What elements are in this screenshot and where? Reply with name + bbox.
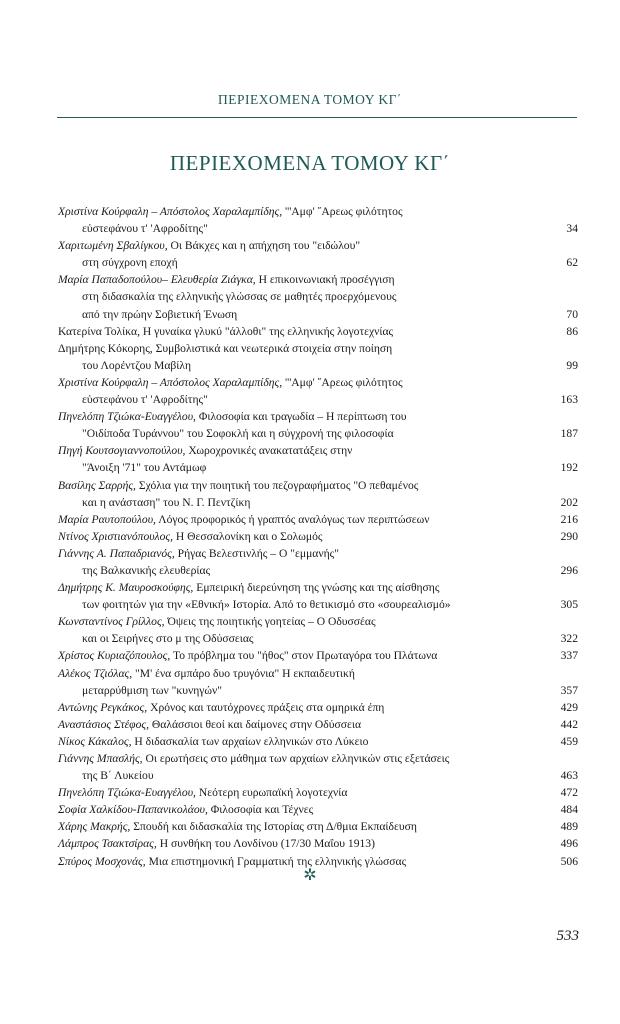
toc-entry-line — [58, 494, 578, 511]
toc-entry-line — [58, 528, 578, 545]
toc-entry-line — [58, 818, 578, 835]
toc-title-text: της Βαλκανικής ελευθερίας — [82, 563, 211, 577]
toc-entry-line — [58, 391, 578, 408]
toc-title-text: εὐστεφάνου τ' 'Αφροδίτης" — [82, 222, 208, 236]
toc-title-text: Κατερίνα Τολίκα, Η γυναίκα γλυκύ "άλλοθι" της ελληνικής λογοτεχνίας — [58, 324, 394, 338]
toc-entry-line — [58, 425, 578, 442]
toc-title-text: στη διδασκαλία της ελληνικής γλώσσας σε μαθητές προερχόμενους — [82, 290, 397, 304]
toc-author: Ντίνος Χριστιανόπουλος, — [58, 529, 173, 543]
toc-entry-line — [58, 699, 578, 716]
toc-author: Γιάννης Α. Παπαδριανός, — [58, 546, 175, 560]
toc-page-number: 489 — [560, 820, 578, 834]
toc-author: Πηνελόπη Τζιώκα-Ευαγγέλου, — [58, 786, 196, 800]
toc-entry — [58, 545, 578, 579]
running-head: ΠΕΡΙΕΧΟΜΕΝΑ ΤΟΜΟΥ ΚΓ΄ — [218, 92, 402, 107]
toc-page-number: 337 — [560, 649, 578, 663]
toc-title-text: Η συνθήκη του Λονδίνου (17/30 Μαΐου 1913) — [159, 837, 375, 851]
toc-entry-line — [58, 340, 578, 357]
toc-page-number: 322 — [560, 632, 578, 646]
toc-author: Γιάννης Μπασλής, — [58, 752, 143, 765]
toc-title-text: Το πρόβλημα του "ήθος" στον Πρωταγόρα του Πλάτωνα — [172, 649, 438, 663]
toc-page-number: 506 — [560, 854, 578, 868]
toc-author: Σοφία Χαλκίδου-Παπανικολάου, — [58, 803, 208, 817]
toc-entry-line — [58, 579, 578, 596]
toc-page-number: 496 — [560, 837, 578, 851]
toc-title-text: των φοιτητών για την «Εθνική» Ιστορία. Από το θετικισμό στο «σουρεαλισμό» — [82, 598, 451, 612]
page-title: ΠΕΡΙΕΧΟΜΕΝΑ ΤΟΜΟΥ ΚΓ΄ — [169, 151, 451, 175]
ornament-icon: ✲ — [303, 867, 317, 884]
toc-title-text: Νεότερη ευρωπαϊκή λογοτεχνία — [198, 786, 348, 800]
table-of-contents — [58, 203, 578, 870]
toc-title-text: εὐστεφάνου τ' 'Αφροδίτης" — [82, 393, 208, 407]
toc-author: Χρίστος Κυριαζόπουλος, — [58, 649, 171, 663]
toc-entry-line — [58, 323, 578, 340]
toc-entry — [58, 408, 578, 442]
toc-page-number: 442 — [560, 717, 578, 731]
toc-title-text: Οι ερωτήσεις στο μάθημα των αρχαίων ελληνικών στις εξετάσεις — [145, 752, 450, 765]
toc-entry — [58, 203, 578, 237]
toc-title-text: Η Θεσσαλονίκη και ο Σολωμός — [175, 529, 323, 543]
toc-title-text: και η ανάσταση" του Ν. Γ. Πεντζίκη — [82, 495, 251, 509]
toc-entry-line — [58, 203, 578, 220]
toc-author: Πηγή Κουτσογιαννοπούλου, — [58, 444, 186, 458]
toc-entry-line — [58, 750, 578, 767]
toc-entry-line — [58, 613, 578, 630]
toc-entry-line — [58, 801, 578, 818]
toc-entry — [58, 323, 578, 340]
toc-title-text: '''Αμφ' ῎Αρεως φιλότητος — [285, 375, 403, 389]
toc-entry — [58, 340, 578, 374]
toc-author: Βασίλης Σαρρής, — [58, 478, 136, 492]
toc-page-number: 192 — [560, 461, 578, 475]
toc-page-number: 290 — [560, 529, 578, 543]
toc-entry — [58, 613, 578, 647]
toc-entry-line — [58, 630, 578, 647]
toc-entry — [58, 511, 578, 528]
toc-title-text: '''Αμφ' ῎Αρεως φιλότητος — [285, 205, 403, 218]
toc-entry-line — [58, 682, 578, 699]
toc-entry-line — [58, 271, 578, 288]
toc-page-number: 484 — [560, 803, 578, 817]
toc-title-text: της Β΄ Λυκείου — [82, 769, 154, 783]
toc-page-number: 472 — [560, 786, 578, 800]
toc-author: Αναστάσιος Στέφος, — [58, 717, 149, 731]
toc-title-text: Εμπειρική διερεύνηση της γνώσης και της αίσθησης — [196, 581, 440, 595]
toc-title-text: Λόγος προφορικός ή γραπτός αναλόγως των περιπτώσεων — [158, 512, 430, 526]
toc-entry — [58, 579, 578, 613]
toc-title-text: "Μ' ένα σμπάρο δυο τρυγόνια" Η εκπαιδευτική — [135, 666, 355, 680]
toc-title-text: Θαλάσσιοι θεοί και δαίμονες στην Οδύσσεια — [151, 717, 362, 731]
page-number: 533 — [556, 928, 579, 944]
toc-entry-line — [58, 784, 578, 801]
toc-title-text: Σχόλια για την ποιητική του πεζογραφήματος "Ο πεθαμένος — [138, 478, 419, 492]
toc-title-text: Η επικοινωνιακή προσέγγιση — [258, 273, 395, 287]
toc-entry — [58, 374, 578, 408]
toc-page-number: 459 — [560, 734, 578, 748]
toc-title-text: Δημήτρης Κόκορης, Συμβολιστικά και νεωτερικά στοιχεία στην ποίηση — [58, 341, 393, 355]
toc-entry-line — [58, 767, 578, 784]
toc-entry-line — [58, 442, 578, 459]
toc-entry-line — [58, 254, 578, 271]
toc-entry — [58, 784, 578, 801]
toc-title-text: "Οιδίποδα Τυράννου" του Σοφοκλή και η σύγχρονή της φιλοσοφία — [82, 427, 394, 441]
toc-entry — [58, 750, 578, 784]
toc-page-number: 70 — [566, 307, 578, 321]
toc-title-text: "Άνοιξη '71" του Αντάμωφ — [82, 461, 207, 475]
toc-entry — [58, 528, 578, 545]
toc-title-text: και οι Σειρήνες στο μ της Οδύσσειας — [82, 632, 254, 646]
toc-author: Νίκος Κάκαλος, — [58, 734, 132, 748]
toc-entry-line — [58, 459, 578, 476]
toc-entry-line — [58, 306, 578, 323]
toc-entry-line — [58, 647, 578, 664]
toc-title-text: Η διδασκαλία των αρχαίων ελληνικών στο Λύκειο — [134, 734, 369, 748]
toc-entry-line — [58, 408, 578, 425]
toc-title-text: Χρόνος και ταυτόχρονες πράξεις στα ομηρικά έπη — [150, 700, 385, 714]
toc-title-text: Οι Βάκχες και η απήχηση του "ειδώλου" — [170, 239, 361, 253]
toc-page-number: 187 — [560, 427, 578, 441]
toc-entry — [58, 442, 578, 476]
toc-title-text: του Λορέντζου Μαβίλη — [82, 358, 192, 372]
toc-entry — [58, 699, 578, 716]
toc-title-text: στη σύγχρονη εποχή — [82, 256, 178, 270]
toc-entry-line — [58, 562, 578, 579]
toc-author: Μαρία Ραυτοπούλου, — [58, 512, 156, 526]
toc-entry — [58, 716, 578, 733]
toc-page-number: 202 — [560, 495, 578, 509]
toc-page-number: 34 — [566, 222, 578, 236]
toc-page-number: 357 — [560, 683, 578, 697]
toc-title-text: Χωροχρονικές ανακατατάξεις στην — [188, 444, 353, 458]
toc-entry — [58, 835, 578, 852]
toc-page-number: 296 — [560, 563, 578, 577]
toc-author: Χαριτωμένη Σβαλίγκου, — [58, 239, 168, 253]
toc-entry — [58, 237, 578, 271]
toc-author: Χριστίνα Κούρφαλη – Απόστολος Χαραλαμπίδης, — [58, 205, 283, 218]
toc-title-text: Όψεις της ποιητικής γοητείας – Ο Οδυσσέας — [167, 615, 376, 629]
toc-entry-line — [58, 357, 578, 374]
toc-entry — [58, 818, 578, 835]
toc-author: Χάρης Μακρής, — [58, 820, 131, 834]
toc-entry-line — [58, 374, 578, 391]
toc-entry-line — [58, 288, 578, 305]
toc-entry-line — [58, 237, 578, 254]
toc-entry-line — [58, 220, 578, 237]
toc-entry — [58, 647, 578, 664]
toc-entry — [58, 801, 578, 818]
toc-entry-line — [58, 733, 578, 750]
toc-entry — [58, 665, 578, 699]
toc-author: Πηνελόπη Τζιώκα-Ευαγγέλου, — [58, 410, 196, 424]
toc-author: Χριστίνα Κούρφαλη – Απόστολος Χαραλαμπίδης, — [58, 375, 283, 389]
toc-title-text: Φιλοσοφία και Τέχνες — [210, 803, 314, 817]
toc-author: Λάμπρος Τσακτσίρας, — [58, 837, 157, 851]
toc-page-number: 463 — [560, 769, 578, 783]
toc-author: Δημήτρης Κ. Μαυροσκούφης, — [58, 581, 194, 595]
toc-page-number: 86 — [566, 324, 578, 338]
toc-author: Αλέκος Τζιόλας, — [58, 666, 133, 680]
toc-author: Κωνσταντίνος Γρίλλος, — [58, 615, 165, 629]
toc-page-number: 305 — [560, 598, 578, 612]
toc-page-number: 99 — [566, 358, 578, 372]
toc-entry-line — [58, 596, 578, 613]
toc-entry — [58, 477, 578, 511]
toc-entry-line — [58, 511, 578, 528]
toc-entry — [58, 733, 578, 750]
toc-entry-line — [58, 716, 578, 733]
toc-title-text: Ρήγας Βελεστινλής – Ο "εμμανής" — [177, 546, 339, 560]
toc-title-text: Φιλοσοφία και τραγωδία – Η περίπτωση του — [198, 410, 407, 424]
toc-entry — [58, 271, 578, 322]
toc-entry-line — [58, 835, 578, 852]
toc-entry-line — [58, 477, 578, 494]
toc-author: Αντώνης Ρεγκάκος, — [58, 700, 148, 714]
toc-page-number: 429 — [560, 700, 578, 714]
toc-page-number: 216 — [560, 512, 578, 526]
toc-entry-line — [58, 665, 578, 682]
toc-author: Σπύρος Μοσχονάς, — [58, 854, 146, 868]
toc-title-text: από την πρώην Σοβιετική Ένωση — [82, 307, 238, 321]
toc-title-text: μεταρρύθμιση των "κυνηγών" — [82, 683, 223, 697]
toc-author: Μαρία Παπαδοπούλου– Ελευθερία Ζιάγκα, — [58, 273, 256, 287]
toc-entry-line — [58, 545, 578, 562]
header-rule — [57, 117, 577, 118]
toc-title-text: Μια επιστημονική Γραμματική της ελληνικής γλώσσας — [148, 854, 407, 868]
toc-page-number: 62 — [566, 256, 578, 270]
toc-page-number: 163 — [560, 393, 578, 407]
toc-title-text: Σπουδή και διδασκαλία της Ιστορίας στη Δ/θμια Εκπαίδευση — [133, 820, 417, 834]
